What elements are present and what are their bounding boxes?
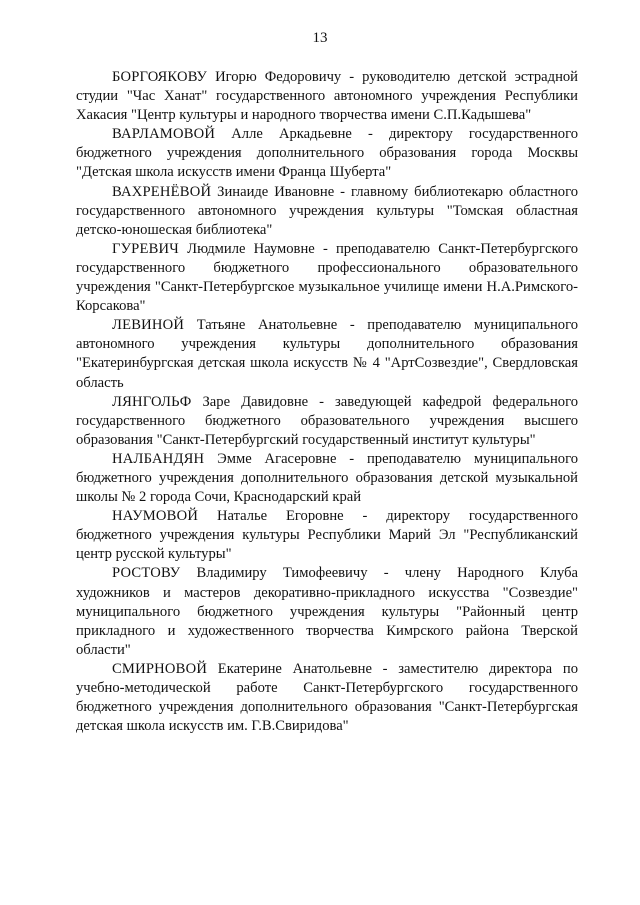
list-item xyxy=(76,507,578,564)
page-number: 13 xyxy=(312,30,328,46)
position-text: - преподавателю Санкт-Петербургского государственного бюджетного профессионального образовательного учреждения "Санкт-Петербургское музыкальное училище имени Н.А.Римского-Корсакова" xyxy=(76,240,579,315)
list-item xyxy=(76,564,578,659)
surname: СМИРНОВОЙ xyxy=(112,660,208,677)
list-item xyxy=(76,393,578,450)
given-name: Эмме Агасеровне xyxy=(217,450,337,467)
given-name: Татьяне Анатольевне xyxy=(196,317,338,334)
list-item xyxy=(76,316,578,392)
position-text: - директору государственного бюджетного учреждения дополнительного образования города Москвы "Детская школа искусств имени Франца Шуберта" xyxy=(76,126,579,181)
list-item xyxy=(76,68,578,125)
surname: НАУМОВОЙ xyxy=(112,508,199,525)
list-item xyxy=(76,240,578,316)
position-text: - заместителю директора по учебно-методической работе Санкт-Петербургского государственного бюджетного учреждения дополнительного образования "Санкт-Петербургская детская школа искусств им. Г.В.Свиридова" xyxy=(76,660,578,735)
position-text: - члену Народного Клуба художников и мастеров декоративно-прикладного искусства "Созвездие" муниципального бюджетного учреждения культуры "Районный центр прикладного и художественного творчества Кимрского района Тверской области" xyxy=(76,565,579,658)
given-name: Зинаиде Ивановне xyxy=(217,183,335,200)
list-item xyxy=(76,125,578,182)
position-text: - преподавателю муниципального бюджетного учреждения дополнительного образования детской музыкальной школы № 2 города Сочи, Краснодарский край xyxy=(76,450,578,506)
surname: ЛЯНГОЛЬФ xyxy=(112,393,192,410)
given-name: Игорю Федоровичу xyxy=(215,69,342,85)
position-text: - преподавателю муниципального автономного учреждения культуры дополнительного образования "Екатеринбургская детская школа искусств № 4 "АртСозвездие", Свердловская область xyxy=(76,317,579,391)
given-name: Екатерине Анатольевне xyxy=(217,660,372,677)
surname: НАЛБАНДЯН xyxy=(112,450,205,467)
surname: ЛЕВИНОЙ xyxy=(112,317,185,334)
surname: БОРГОЯКОВУ xyxy=(112,69,208,85)
given-name: Людмиле Наумовне xyxy=(187,240,315,257)
position-text: - директору государственного бюджетного учреждения культуры Республики Марий Эл "Республиканский центр русской культуры" xyxy=(76,508,578,563)
given-name: Алле Аркадьевне xyxy=(231,126,352,143)
given-name: Заре Давидовне xyxy=(202,393,309,410)
position-text: - главному библиотекарю областного государственного автономного учреждения культуры "Томская областная детско-юношеская библиотека" xyxy=(76,183,578,238)
position-text: - руководителю детской эстрадной студии "Час Ханат" государственного автономного учреждения Республики Хакасия "Центр культуры и народного творчества имени С.П.Кадышева" xyxy=(76,69,578,124)
list-item xyxy=(76,183,578,240)
list-item xyxy=(76,450,578,507)
surname: ВАХРЕНЁВОЙ xyxy=(112,183,212,200)
position-text: - заведующей кафедрой федерального государственного бюджетного образовательного учреждения высшего образования "Санкт-Петербургский государственный институт культуры" xyxy=(76,393,578,448)
surname: РОСТОВУ xyxy=(112,565,181,582)
award-list xyxy=(76,68,578,736)
surname: ВАРЛАМОВОЙ xyxy=(112,126,216,143)
given-name: Наталье Егоровне xyxy=(216,508,344,525)
given-name: Владимиру Тимофеевичу xyxy=(196,565,368,582)
list-item xyxy=(76,660,578,736)
surname: ГУРЕВИЧ xyxy=(112,240,179,257)
